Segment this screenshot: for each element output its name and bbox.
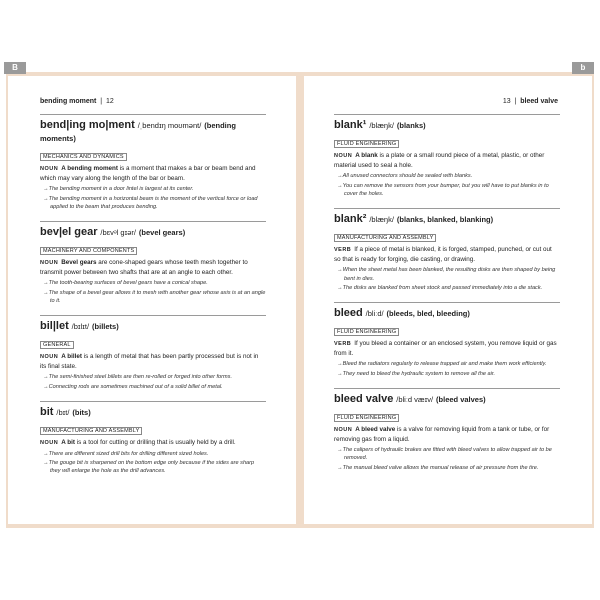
left-page	[8, 76, 296, 524]
headword: bit	[40, 405, 54, 418]
dictionary-entry	[40, 114, 266, 211]
definition-text: is a tool for cutting or drilling that is usually held by a drill.	[74, 438, 236, 446]
definition-text: is a length of metal that has been partly processed but is not in its final state.	[40, 353, 259, 371]
definition	[334, 339, 560, 358]
headword: bil|let	[40, 320, 69, 333]
definition-term: Bevel gears	[61, 259, 97, 267]
part-of-speech: NOUN	[40, 166, 59, 172]
subject-label: FLUID ENGINEERING	[334, 414, 399, 422]
example-sentence: →There are different sized drill bits for drilling different sized holes.	[43, 451, 209, 458]
headword: blank¹	[334, 119, 367, 131]
left-page-number: 12	[106, 98, 114, 105]
dictionary-entry	[334, 302, 560, 378]
entry-header	[334, 307, 560, 320]
pronunciation: /bɪlɪt/	[71, 322, 90, 332]
headword: bend|ing mo|ment	[40, 119, 135, 131]
definition-term: A billet	[61, 353, 82, 361]
subject-label: MACHINERY AND COMPONENTS	[40, 247, 137, 255]
headword: bev|el gear	[40, 226, 98, 239]
entry-header	[334, 213, 560, 226]
example-sentence: →All unused connectors should be sealed with blanks.	[337, 173, 473, 180]
pronunciation: /bɪt/	[56, 407, 70, 417]
definition-term: A bending moment	[61, 165, 118, 172]
example-sentence: →The gouge bit is sharpened on the bottom edge only because if the sides are sharp they will enlarge the hole as the drill advances.	[43, 460, 255, 475]
right-running-head: 13 | bleed valve	[502, 98, 558, 105]
definition	[334, 151, 560, 170]
headword: blank²	[334, 213, 367, 226]
example-sentence: →The manual bleed valve allows the manual release of air pressure from the tire.	[337, 464, 539, 471]
pronunciation: /blæŋk/	[369, 215, 394, 225]
entry-header	[334, 119, 560, 132]
word-forms: (bits)	[72, 407, 91, 417]
example-sentence: →The bending moment in a door lintel is largest at its center.	[43, 186, 194, 193]
entry-header	[40, 119, 266, 145]
dictionary-entry	[40, 315, 266, 391]
part-of-speech: NOUN	[40, 260, 59, 267]
subject-label: MANUFACTURING AND ASSEMBLY	[40, 427, 142, 435]
subject-label: MECHANICS AND DYNAMICS	[40, 153, 127, 161]
subject-label: MANUFACTURING AND ASSEMBLY	[334, 234, 436, 242]
right-thumb-tab: b	[572, 62, 594, 74]
definition-term: A bleed valve	[355, 425, 396, 433]
right-running-head-word: bleed valve	[520, 98, 558, 105]
entry-header	[40, 320, 266, 333]
example-sentence: →They need to bleed the hydraulic system to remove all the air.	[337, 370, 496, 377]
example-sentence: →When the sheet metal has been blanked, the resulting disks are then shaped by being bent in dies.	[337, 267, 556, 282]
example-sentence: →The bending moment in a horizontal beam is the moment of the vertical force or load applied to the beam that produces bending.	[43, 195, 258, 210]
dictionary-entry	[334, 114, 560, 198]
entry-header	[40, 406, 266, 419]
left-running-head: bending moment | 12	[40, 98, 114, 105]
part-of-speech: NOUN	[334, 153, 353, 159]
part-of-speech: VERB	[334, 341, 352, 348]
pronunciation: /bɛvᵊl gɪər/	[100, 228, 136, 238]
dictionary-entry	[334, 388, 560, 472]
pronunciation: /ˌbendɪŋ moʊmənt/	[137, 121, 202, 130]
example-sentence: →Bleed the radiators regularly to release trapped air and make them work efficiently.	[337, 361, 547, 368]
example-sentence: →The semi-finished steel billets are then re-rolled or forged into other forms.	[43, 374, 233, 381]
subject-label: FLUID ENGINEERING	[334, 140, 399, 148]
part-of-speech: NOUN	[40, 439, 59, 446]
subject-label: GENERAL	[40, 341, 74, 349]
word-forms: (bleed valves)	[436, 394, 486, 404]
left-thumb-tab: B	[4, 62, 26, 74]
example-sentence: →The shape of a bevel gear allows it to mesh with another gear whose axis is at an angle to it.	[43, 289, 266, 304]
word-forms: (bending moments)	[40, 121, 236, 143]
example-sentence: →The calipers of hydraulic brakes are fitted with bleed valves to allow trapped air to be removed.	[337, 447, 552, 462]
word-forms: (blanks)	[396, 121, 426, 130]
pronunciation: /bliːd væɪv/	[396, 394, 434, 404]
definition	[40, 438, 266, 448]
right-page	[304, 76, 592, 524]
left-entries	[40, 114, 266, 486]
definition	[334, 425, 560, 444]
part-of-speech: VERB	[334, 247, 352, 254]
example-sentence: →The tooth-bearing surfaces of bevel gears have a conical shape.	[43, 280, 208, 287]
left-running-head-word: bending moment	[40, 98, 97, 105]
pronunciation: /bliːd/	[365, 309, 384, 319]
definition	[40, 164, 266, 183]
definition-text: If a piece of metal is blanked, it is forged, stamped, punched, or cut out so that is ready for forging, die casting, or drawing.	[334, 246, 552, 264]
part-of-speech: NOUN	[40, 354, 59, 361]
headword: bleed valve	[334, 392, 394, 405]
definition	[334, 245, 560, 264]
right-page-number: 13	[502, 98, 511, 105]
definition	[40, 258, 266, 277]
entry-header	[334, 393, 560, 406]
example-sentence: →Connecting rods are sometimes machined out of a solid billet of metal.	[43, 383, 223, 390]
word-forms: (bleeds, bled, bleeding)	[386, 309, 470, 319]
word-forms: (blanks, blanked, blanking)	[396, 215, 494, 225]
definition-text: are cone-shaped gears whose teeth mesh together to transmit power between two shafts that are at an angle to each other.	[40, 259, 248, 277]
example-sentence: →The disks are blanked from sheet stock and passed immediately into a die stack.	[337, 284, 543, 291]
definition-text: is a moment that makes a bar or beam bend and which may vary along the length of the bar or beam.	[40, 165, 256, 183]
subject-label: FLUID ENGINEERING	[334, 328, 399, 336]
dictionary-entry	[40, 401, 266, 476]
dictionary-entry	[40, 221, 266, 305]
dictionary-entry	[334, 208, 560, 292]
definition-text: is a plate or a small round piece of a metal, plastic, or other material used to seal a hole.	[334, 152, 545, 170]
definition-text: is a valve for removing liquid from a tank or tube, or for removing gas from a liquid.	[334, 425, 550, 444]
book-spread	[6, 72, 594, 528]
definition-term: A blank	[355, 152, 378, 159]
part-of-speech: NOUN	[334, 426, 353, 433]
definition-term: A bit	[61, 438, 75, 446]
headword: bleed	[334, 307, 363, 320]
pronunciation: /blæŋk/	[369, 121, 394, 130]
definition	[40, 352, 266, 371]
entry-header	[40, 226, 266, 239]
example-sentence: →You can remove the sensors from your bumper, but you will have to put blanks in to cover the holes.	[337, 182, 549, 197]
word-forms: (billets)	[92, 322, 119, 332]
definition-text: If you bleed a container or an enclosed system, you remove liquid or gas from it.	[334, 340, 557, 358]
right-entries	[334, 114, 560, 482]
word-forms: (bevel gears)	[138, 228, 186, 238]
